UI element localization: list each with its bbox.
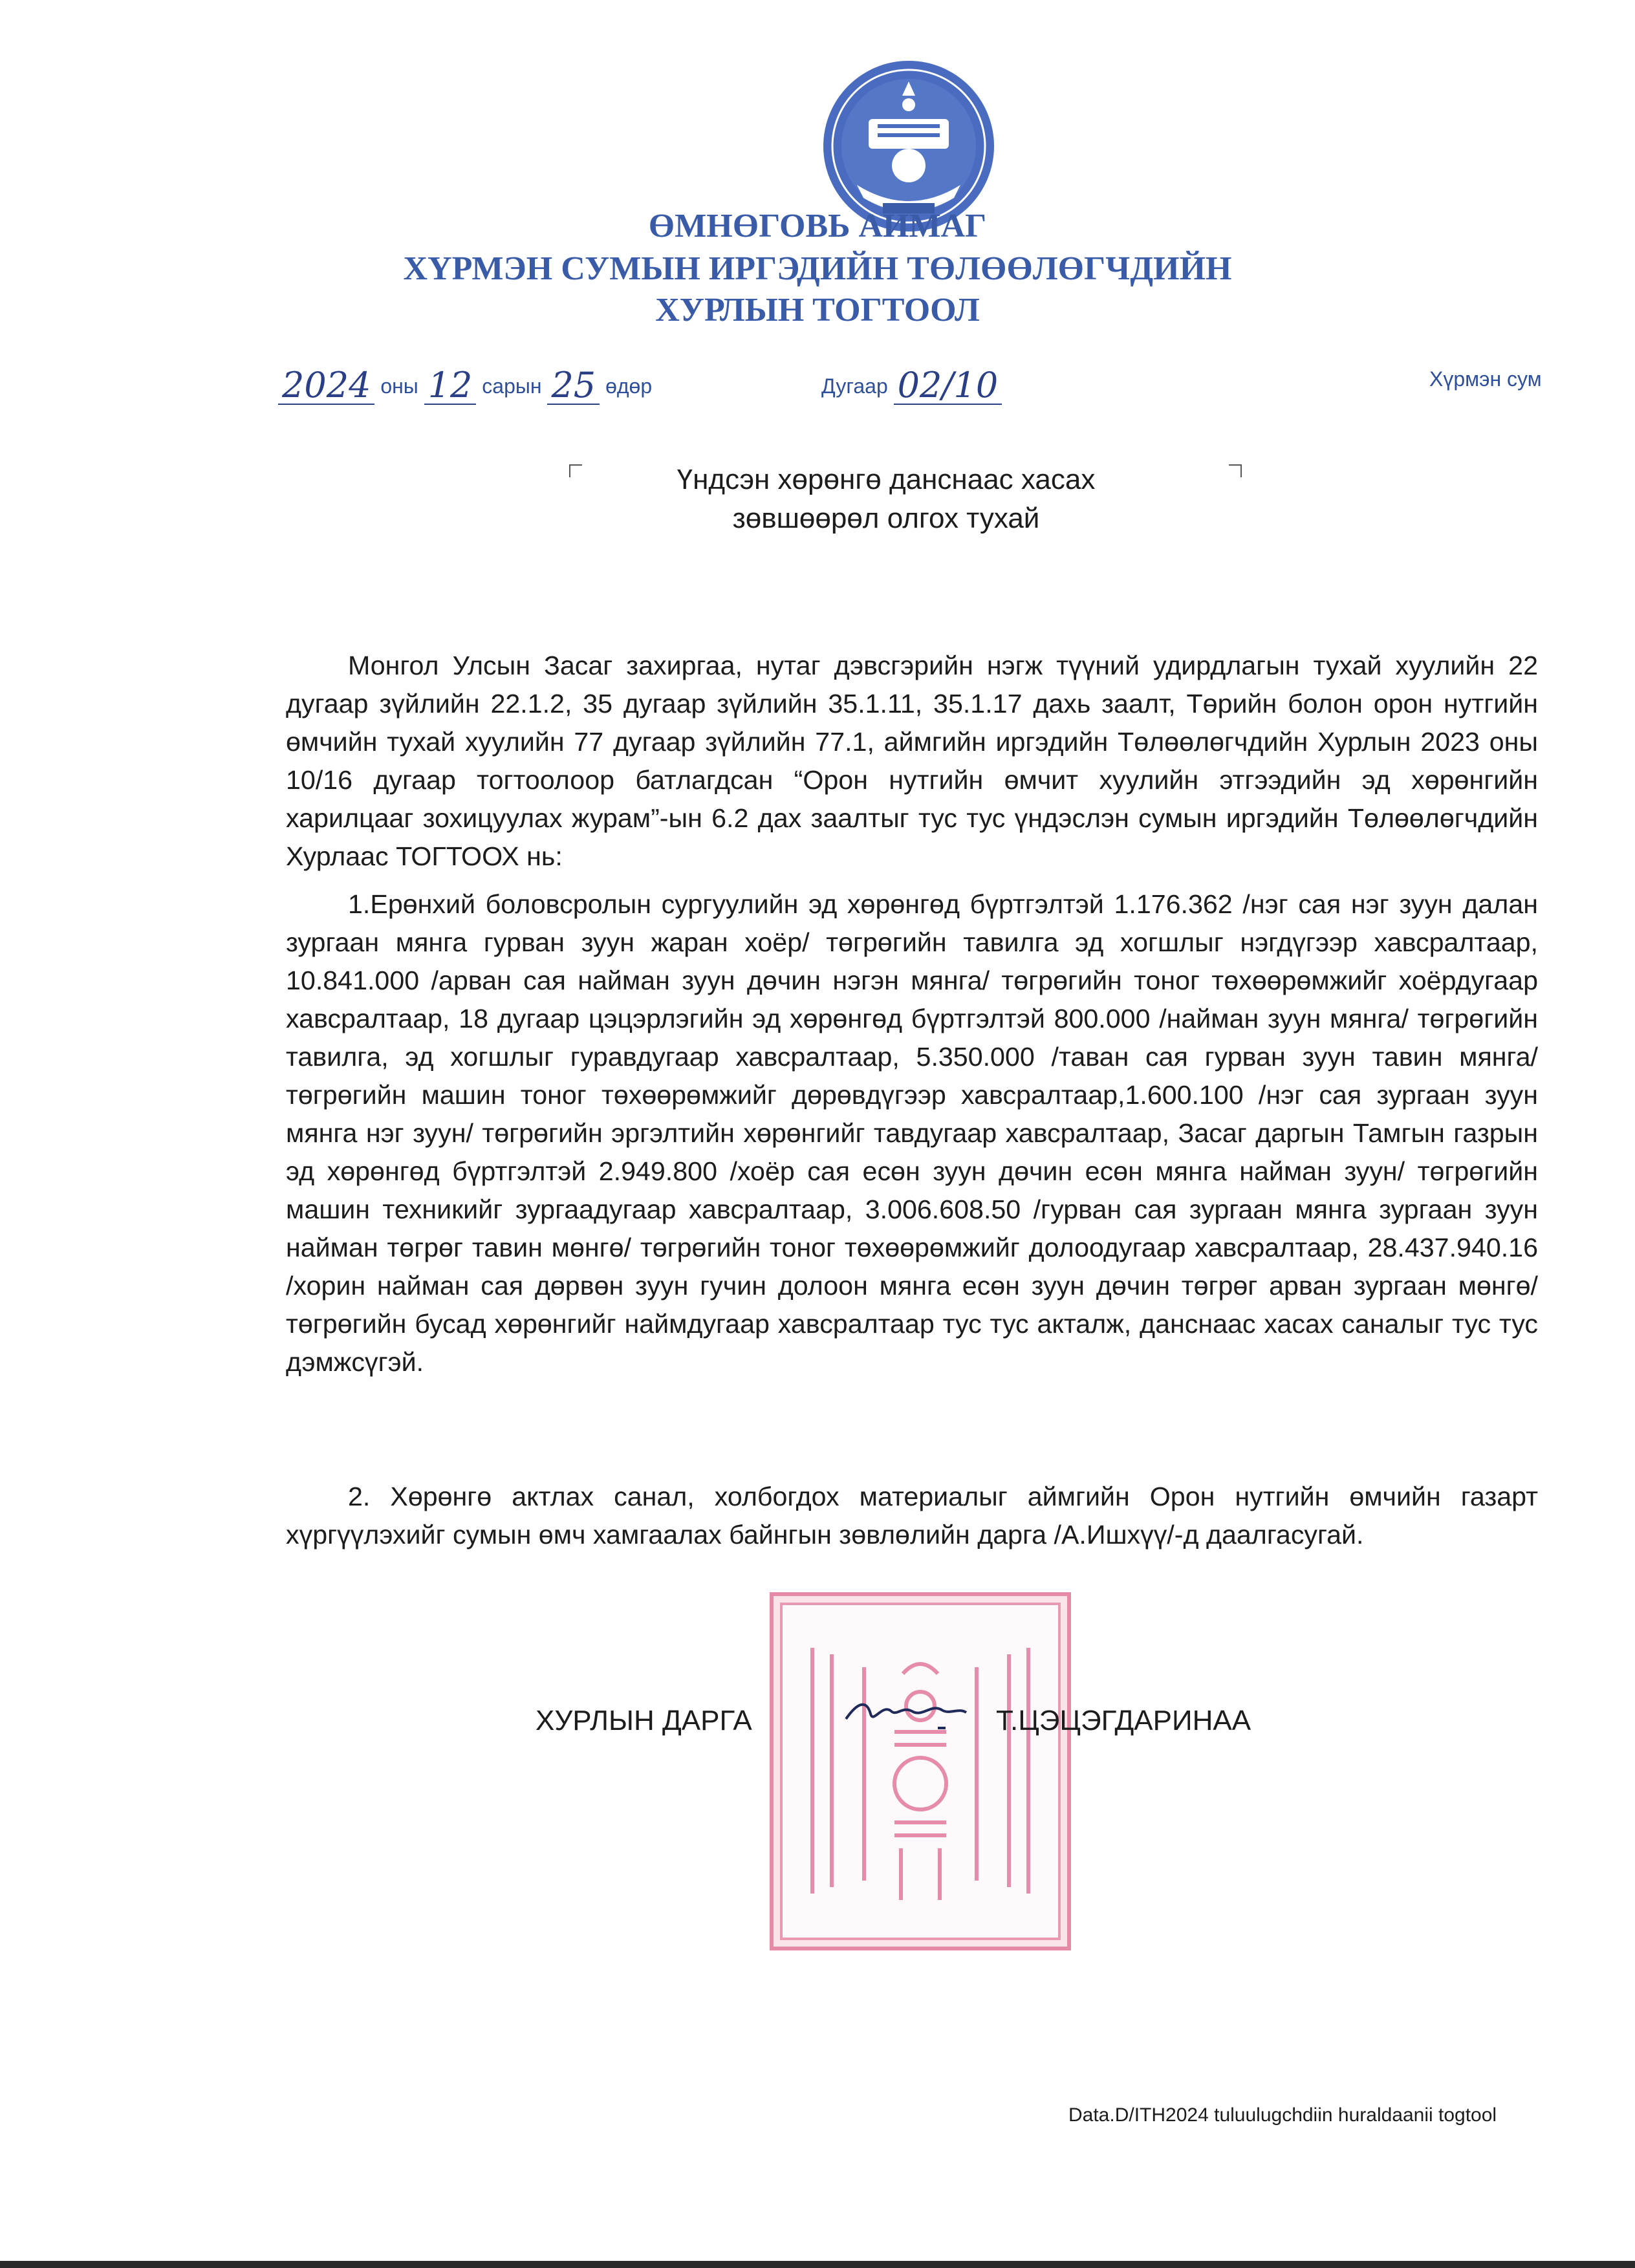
year-handwritten: 2024 [278, 367, 374, 405]
council-title: ХҮРМЭН СУМЫН ИРГЭДИЙН ТӨЛӨӨЛӨГЧДИЙН [403, 250, 1232, 287]
number-label: Дугаар [821, 374, 888, 398]
document-type-title: ХУРЛЫН ТОГТООЛ [655, 292, 980, 329]
month-handwritten: 12 [424, 367, 477, 405]
month-suffix: сарын [482, 374, 542, 398]
document-code-footer: Data.D/ITH2024 tuluulugchdiin huraldaanii togtool [1068, 2104, 1497, 2126]
day-handwritten: 25 [547, 367, 600, 405]
signatory-title: ХУРЛЫН ДАРГА [536, 1705, 752, 1736]
resolution-item-1: 1.Ерөнхий боловсролын сургуулийн эд хөрөнгөд бүртгэлтэй 1.176.362 /нэг сая нэг зуун далан зургаан мянга гурван зуун жаран хоёр/ төгрөгийн тавилга эд хогшлыг нэгдүгээр хавсралтаар, 10.841.000 /арван сая найман зуун дөчин нэгэн мянга/ төгрөгийн тоног төхөөрөмжийг хоёрдугаар хавсралтаар, 18 дугаар цэцэрлэгийн эд хөрөнгөд бүртгэлтэй 800.000 /найман зуун мянга/ төгрөгийн тавилга, эд хогшлыг гуравдугаар хавсралтаар, 5.350.000 /таван сая гурван зуун тавин мянга/ төгрөгийн машин тоног төхөөрөмжийг дөрөвдүгээр хавсралтаар,1.600.100 /нэг сая зургаан зуун мянга нэг зуун/ төгрөгийн эргэлтийн хөрөнгийг тавдугаар хавсралтаар, Засаг даргын Тамгын газрын эд хөрөнгөд бүртгэлтэй 2.949.800 /хоёр сая есөн зуун дөчин есөн мянга найман зуун/ төгрөгийн машин техникийг зургаадугаар хавсралтаар, 3.006.608.50 /гурван сая зургаан мянга зургаан зуун найман төгрөг тавин мөнгө/ төгрөгийн тоног төхөөрөмжийг долоодугаар хавсралтаар, 28.437.940.16 /хорин найман сая дөрвөн зуун гучин долоон мянга есөн зуун дөчин төгрөг арван зургаан мөнгө/ төгрөгийн бусад хөрөнгийг наймдугаар хавсралтаар тус тус акталж, данснаас хасах саналыг тус тус дэмжсүгэй. [286, 889, 1538, 1377]
place-label: Хүрмэн сум [1429, 367, 1542, 391]
day-suffix: өдөр [605, 374, 653, 398]
resolution-number [821, 367, 1002, 405]
official-seal-stamp [770, 1592, 1071, 1950]
date-line [278, 367, 652, 405]
preamble-paragraph: Монгол Улсын Засаг захиргаа, нутаг дэвсгэрийн нэгж түүний удирдлагын тухай хуулийн 22 дугаар зүйлийн 22.1.2, 35 дугаар зүйлийн 35.1.11, 35.1.17 дахь заалт, Төрийн болон орон нутгийн өмчийн тухай хуулийн 77 дугаар зүйлийн 77.1, аймгийн иргэдийн Төлөөлөгчдийн Хурлын 2023 оны 10/16 дугаар тогтоолоор батлагдсан “Орон нутгийн өмчит хуулийн этгээдийн эд хөрөнгийн харилцааг зохицуулах журам”-ын 6.2 дах заалтыг тус тус үндэслэн сумын иргэдийн Төлөөлөгчдийн Хурлаас ТОГТООХ нь: [286, 651, 1538, 871]
scan-edge [0, 2261, 1635, 2268]
number-handwritten: 02/10 [894, 367, 1002, 405]
handwritten-signature [841, 1689, 970, 1734]
signatory-name: Т.ЦЭЦЭГДАРИНАА [996, 1705, 1251, 1736]
subject-line-1: Үндсэн хөрөнгө данснаас хасах [677, 464, 1096, 495]
seal-soyombo-icon [774, 1596, 1067, 1947]
year-suffix: оны [380, 374, 418, 398]
authority-title: ӨМНӨГОВЬ АЙМАГ [648, 208, 987, 244]
subject-line-2: зөвшөөрөл олгох тухай [732, 502, 1040, 534]
resolution-item-2: 2. Хөрөнгө актлах санал, холбогдох материалыг аймгийн Орон нутгийн өмчийн газарт хүргүүлэхийг сумын өмч хамгаалах байнгын зөвлөлийн дарга /А.Ишхүү/-д даалгасугай. [286, 1482, 1538, 1550]
